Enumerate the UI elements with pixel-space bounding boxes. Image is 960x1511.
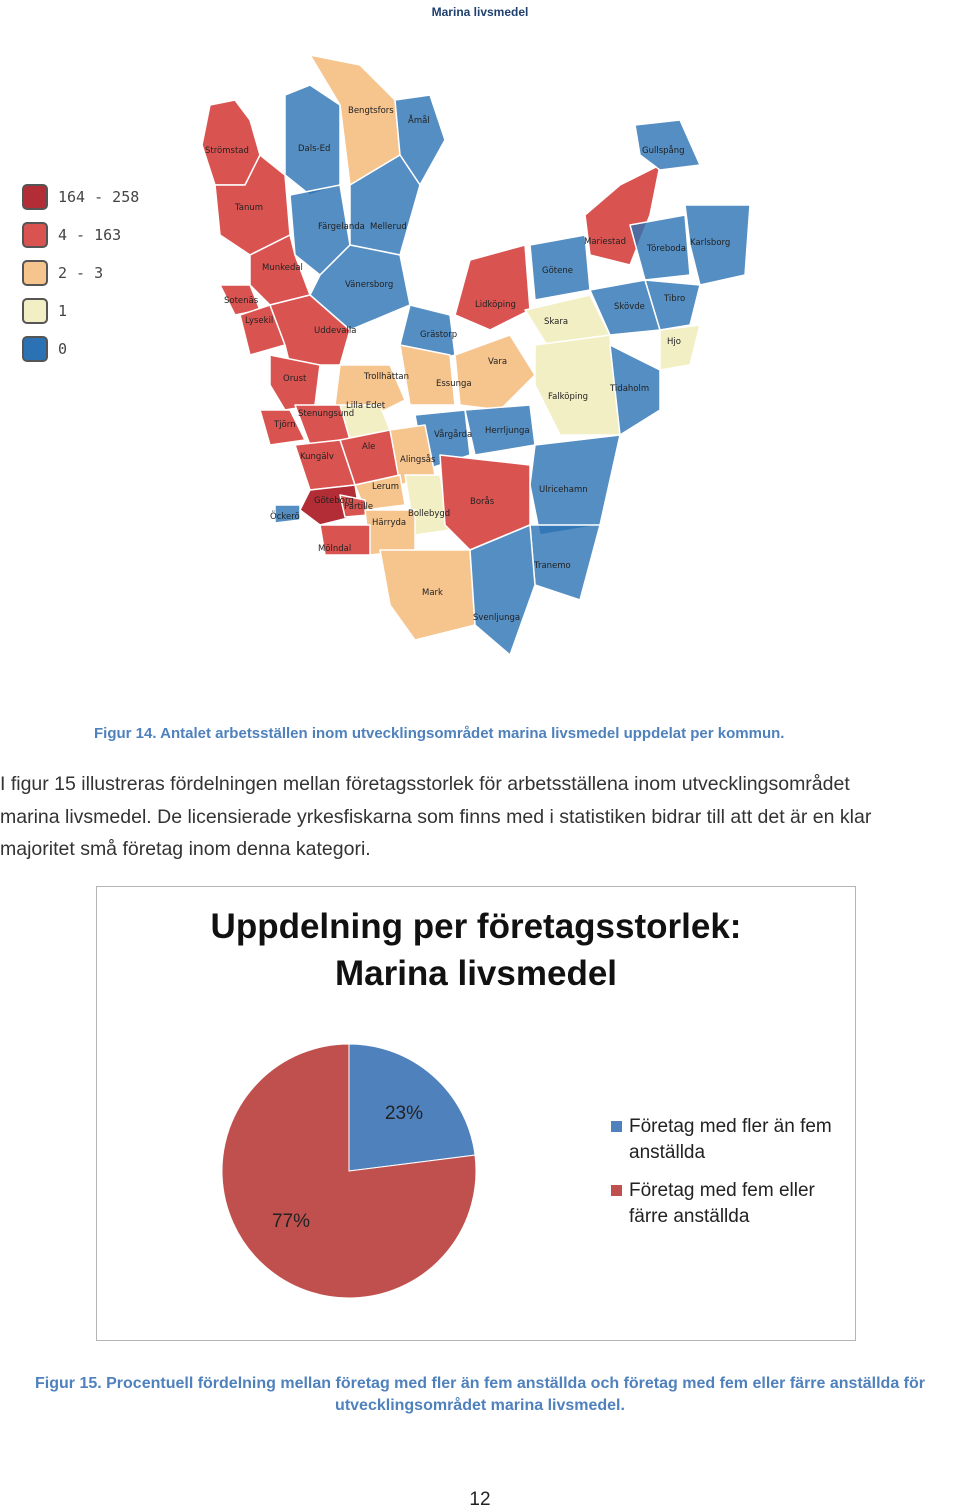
legend-item bbox=[22, 254, 139, 292]
label-mariestad: Mariestad bbox=[584, 237, 626, 247]
label-ale: Ale bbox=[362, 442, 376, 452]
label-gullspang: Gullspång bbox=[642, 146, 685, 156]
region-falkoping bbox=[535, 335, 620, 435]
label-vanersborg: Vänersborg bbox=[345, 280, 394, 290]
label-tanum: Tanum bbox=[235, 203, 264, 213]
region-lidkoping bbox=[455, 245, 530, 330]
legend-label: 164 - 258 bbox=[58, 188, 140, 206]
label-mark: Mark bbox=[422, 588, 443, 598]
label-alingsas: Alingsås bbox=[400, 455, 436, 465]
body-paragraph bbox=[0, 768, 960, 866]
label-orust: Orust bbox=[283, 374, 307, 384]
chart-legend-label: Företag med fler än fem anställda bbox=[629, 1116, 832, 1163]
region-hjo bbox=[660, 325, 700, 370]
legend-label: 1 bbox=[58, 302, 68, 320]
label-tjorn: Tjörn bbox=[274, 420, 296, 430]
legend-item bbox=[22, 178, 139, 216]
label-molndal: Mölndal bbox=[318, 544, 352, 554]
label-boras: Borås bbox=[470, 497, 495, 507]
label-bollebygd: Bollebygd bbox=[408, 509, 451, 519]
paragraph-line: majoritet små företag inom denna kategori. bbox=[0, 838, 371, 860]
label-svenljunga: Svenljunga bbox=[473, 613, 521, 623]
municipality-map bbox=[190, 45, 770, 675]
label-uddevalla: Uddevalla bbox=[314, 326, 357, 336]
region-gullspang bbox=[635, 120, 700, 170]
label-partille: Partille bbox=[344, 502, 374, 512]
label-goteborg: Göteborg bbox=[314, 496, 354, 506]
legend-swatch bbox=[22, 184, 48, 210]
pie-chart-frame bbox=[96, 886, 856, 1341]
label-herrljunga: Herrljunga bbox=[485, 426, 530, 436]
label-tidaholm: Tidaholm bbox=[610, 384, 650, 394]
map-legend bbox=[22, 178, 139, 368]
label-essunga: Essunga bbox=[436, 379, 472, 389]
pie-chart bbox=[97, 887, 854, 1339]
chart-legend-swatch bbox=[611, 1185, 622, 1196]
label-stromstad: Strömstad bbox=[205, 146, 249, 156]
label-mellerud: Mellerud bbox=[370, 222, 407, 232]
label-munkedal: Munkedal bbox=[262, 263, 303, 273]
chart-title-line: Marina livsmedel bbox=[334, 954, 618, 993]
label-skovde: Skövde bbox=[614, 302, 645, 312]
legend-swatch bbox=[22, 336, 48, 362]
chart-legend-item bbox=[611, 1114, 851, 1166]
label-falkoping: Falköping bbox=[548, 392, 589, 402]
page-number: 12 bbox=[469, 1489, 491, 1510]
label-sotenas: Sotenäs bbox=[224, 296, 259, 306]
paragraph-line: marina livsmedel. De licensierade yrkesfiskarna som finns med i statistiken bidrar till att det är en klar bbox=[0, 805, 872, 828]
region-vara bbox=[455, 335, 535, 410]
label-tibro: Tibro bbox=[664, 294, 686, 304]
label-vargarda: Vårgårda bbox=[434, 430, 473, 440]
chart-legend-item bbox=[611, 1178, 851, 1230]
label-tranemo: Tranemo bbox=[534, 561, 571, 571]
label-gotene: Götene bbox=[542, 266, 573, 276]
legend-label: 0 bbox=[58, 340, 68, 358]
label-kungalv: Kungälv bbox=[300, 452, 334, 462]
label-ulricehamn: Ulricehamn bbox=[539, 485, 588, 495]
legend-item bbox=[22, 216, 139, 254]
figure-14-caption: Figur 14. Antalet arbetsställen inom utvecklingsområdet marina livsmedel uppdelat per kommun. bbox=[94, 725, 785, 742]
label-hjo: Hjo bbox=[667, 337, 681, 347]
label-fargelanda: Färgelanda bbox=[318, 222, 365, 232]
label-harryda: Härryda bbox=[372, 518, 407, 528]
paragraph-line: I figur 15 illustreras fördelningen mellan företagsstorlek för arbetsställena inom utvecklingsområdet bbox=[0, 773, 850, 795]
label-stenungsund: Stenungsund bbox=[298, 409, 355, 419]
legend-label: 2 - 3 bbox=[58, 264, 104, 282]
label-lilla-edet: Lilla Edet bbox=[346, 401, 386, 411]
figure-15-caption bbox=[0, 1373, 960, 1417]
chart-legend-swatch bbox=[611, 1121, 622, 1132]
pie-data-label: 23% bbox=[384, 1103, 424, 1124]
legend-label: 4 - 163 bbox=[58, 226, 122, 244]
chart-title-line: Uppdelning per företagsstorlek: bbox=[210, 907, 742, 946]
label-toreboda: Töreboda bbox=[647, 244, 687, 254]
label-skara: Skara bbox=[544, 317, 569, 327]
label-lerum: Lerum bbox=[372, 482, 399, 492]
label-grastorp: Grästorp bbox=[420, 330, 458, 340]
legend-swatch bbox=[22, 222, 48, 248]
map-title: Marina livsmedel bbox=[431, 5, 529, 19]
caption-line: utvecklingsområdet marina livsmedel. bbox=[335, 1397, 625, 1414]
legend-item bbox=[22, 292, 139, 330]
label-karlsborg: Karlsborg bbox=[690, 238, 731, 248]
chart-legend bbox=[611, 1114, 851, 1242]
label-bengtsfors: Bengtsfors bbox=[348, 106, 394, 116]
legend-swatch bbox=[22, 298, 48, 324]
legend-item bbox=[22, 330, 139, 368]
legend-swatch bbox=[22, 260, 48, 286]
label-dals-ed: Dals-Ed bbox=[298, 144, 331, 154]
label-ockero: Öckerö bbox=[270, 512, 300, 522]
region-dals-ed bbox=[285, 85, 340, 195]
label-amal: Åmål bbox=[408, 116, 430, 126]
label-vara: Vara bbox=[488, 357, 508, 367]
caption-line: Figur 15. Procentuell fördelning mellan företag med fler än fem anställda och företag med fem eller färre anställda för bbox=[35, 1375, 925, 1392]
label-lysekil: Lysekil bbox=[245, 316, 274, 326]
chart-legend-label: Företag med fem eller färre anställda bbox=[629, 1180, 815, 1227]
label-lidkoping: Lidköping bbox=[475, 300, 516, 310]
label-trollhattan: Trollhättan bbox=[364, 372, 410, 382]
pie-data-label: 77% bbox=[271, 1211, 311, 1232]
